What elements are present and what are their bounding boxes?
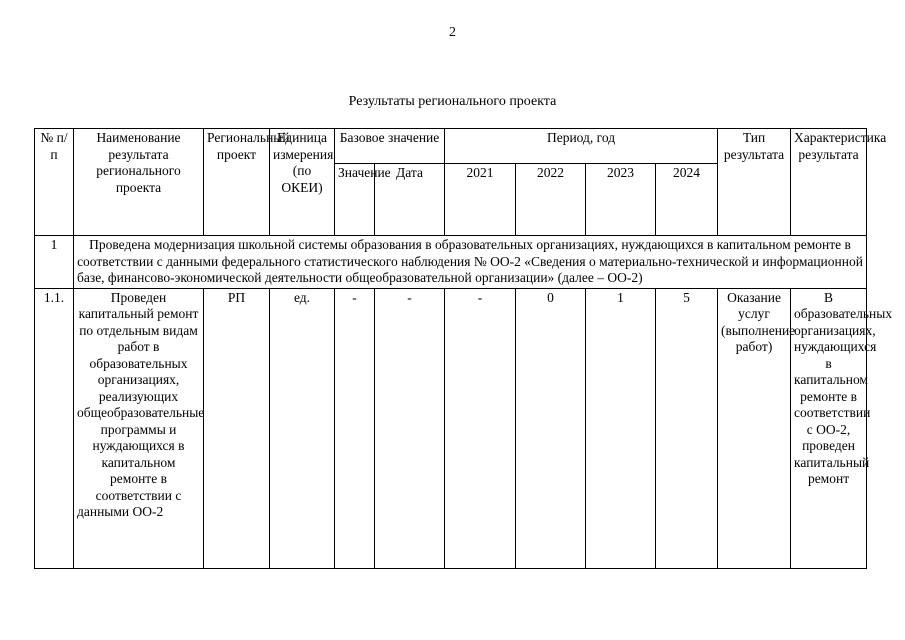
row-name: Проведен капитальный ремонт по отдельным видам работ в образовательных организациях, реализующих общеобразовательные программы и нуждающихся в капитальном ремонте в соответствии с данными ОО-2 <box>74 288 204 568</box>
row-type: Оказание услуг (выполнение работ) <box>718 288 791 568</box>
row-value-2023: 1 <box>586 288 656 568</box>
header-year: 2023 <box>586 164 656 236</box>
row-base-value: - <box>335 288 375 568</box>
header-base-value: Значение <box>335 164 375 236</box>
header-characteristic: Характеристика результата <box>791 129 867 236</box>
table-row <box>35 288 867 568</box>
row-project: РП <box>204 288 270 568</box>
header-name: Наименование результата регионального проекта <box>74 129 204 236</box>
row-value-2021: - <box>445 288 516 568</box>
header-year: 2024 <box>656 164 718 236</box>
header-row-1 <box>35 129 867 164</box>
header-year: 2022 <box>516 164 586 236</box>
section-row <box>35 236 867 289</box>
header-base: Базовое значение <box>335 129 445 164</box>
row-num: 1.1. <box>35 288 74 568</box>
header-year: 2021 <box>445 164 516 236</box>
section-num: 1 <box>35 236 74 289</box>
page-number: 2 <box>449 25 456 40</box>
section-text: Проведена модернизация школьной системы образования в образовательных организациях, нуждающихся в капитальном ремонте в соответствии с данными федерального статистического наблюдения № ОО-2 «Сведения о материально-технической и информационной базе, финансово-экономической деятельности общеобразовательной организации» (далее – ОО-2) <box>74 236 867 289</box>
header-num: № п/п <box>35 129 74 236</box>
header-project: Региональный проект <box>204 129 270 236</box>
header-base-date: Дата <box>375 164 445 236</box>
document-title: Результаты регионального проекта <box>348 94 557 109</box>
row-characteristic: В образовательных организациях, нуждающихся в капитальном ремонте в соответствии с ОО-2, проведен капитальный ремонт <box>791 288 867 568</box>
results-table <box>34 128 893 569</box>
row-base-date: - <box>375 288 445 568</box>
row-value-2022: 0 <box>516 288 586 568</box>
header-unit: Единица измерения (по ОКЕИ) <box>270 129 335 236</box>
row-unit: ед. <box>270 288 335 568</box>
row-value-2024: 5 <box>656 288 718 568</box>
header-type: Тип результата <box>718 129 791 236</box>
header-period: Период, год <box>445 129 718 164</box>
